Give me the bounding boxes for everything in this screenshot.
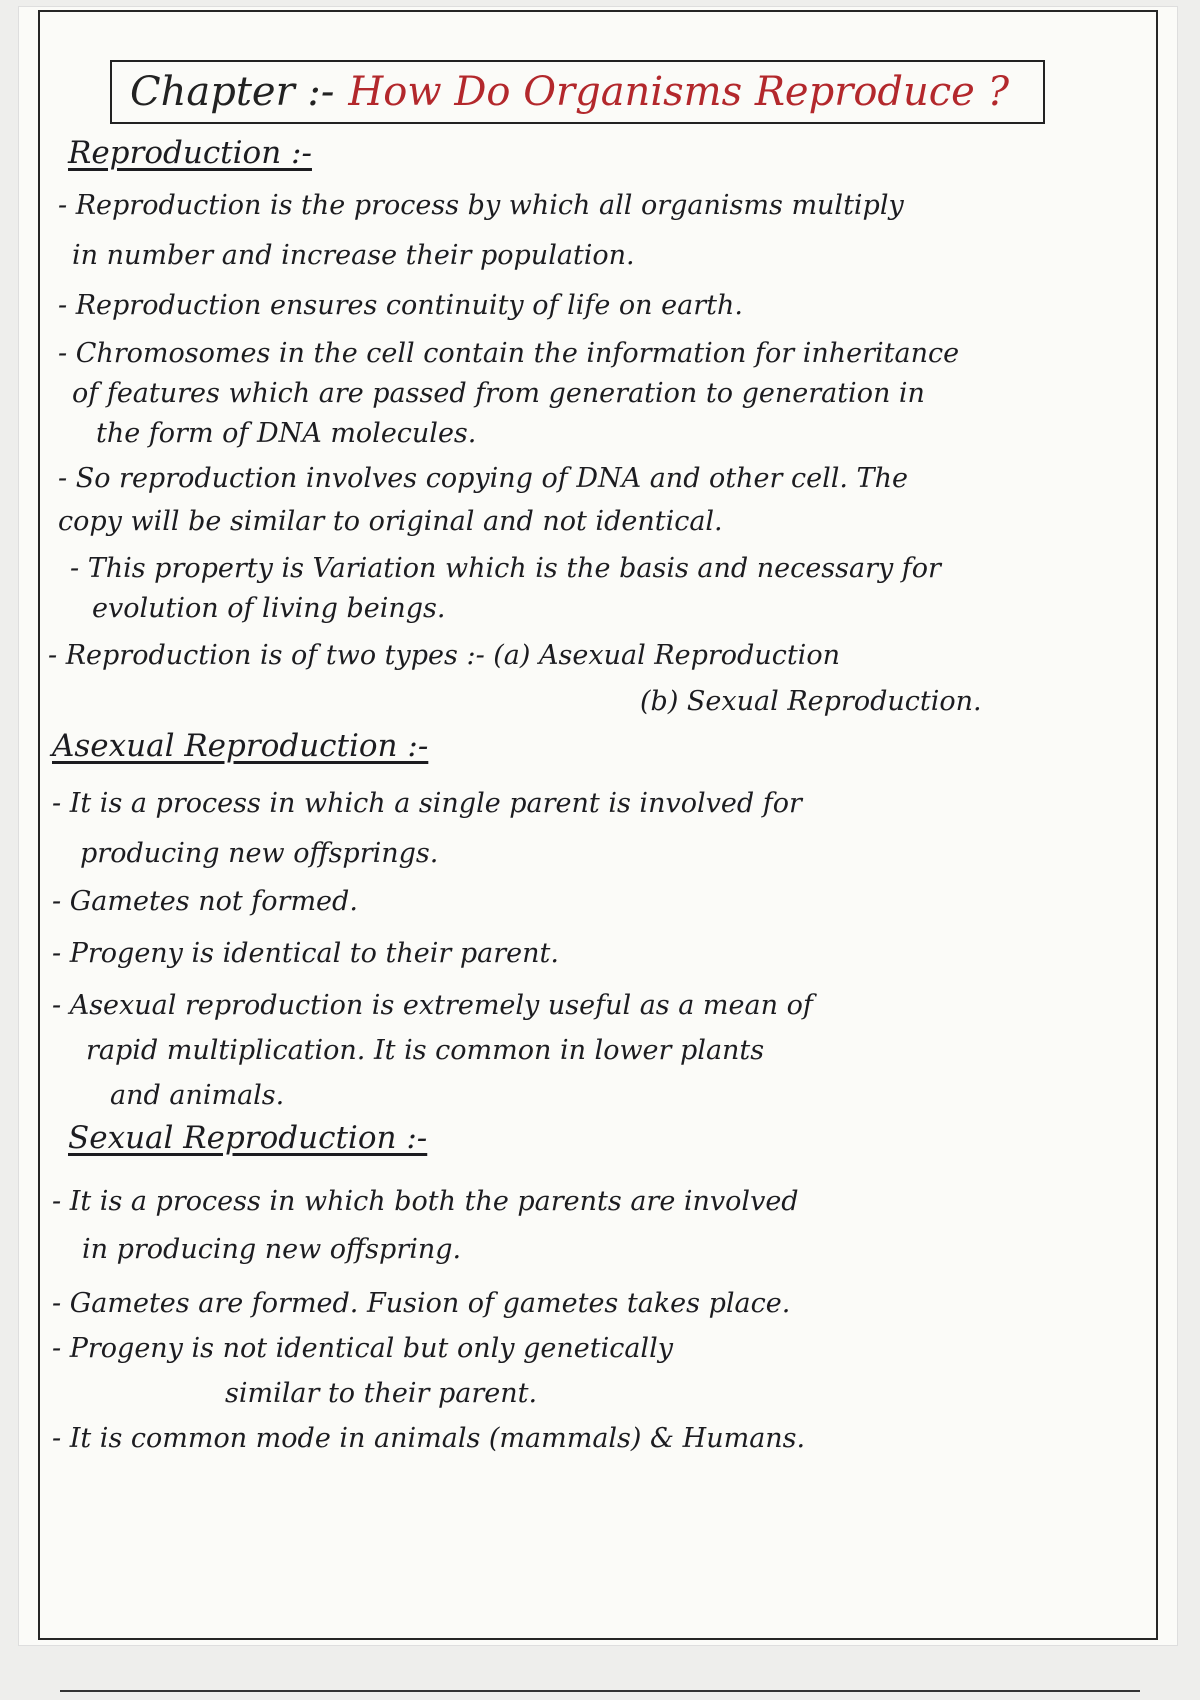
text-line: of features which are passed from generation to generation in xyxy=(72,378,925,409)
text-line: - Gametes not formed. xyxy=(52,886,358,917)
text-line: evolution of living beings. xyxy=(92,593,446,624)
text-line: - It is a process in which both the parents are involved xyxy=(52,1186,799,1217)
text-line: - Asexual reproduction is extremely useful as a mean of xyxy=(52,990,813,1021)
text-line: - Progeny is identical to their parent. xyxy=(52,938,559,969)
text-line: producing new offsprings. xyxy=(80,838,439,869)
text-line: in producing new offspring. xyxy=(82,1234,462,1265)
bottom-rule xyxy=(60,1690,1140,1692)
text-line: - So reproduction involves copying of DNA and other cell. The xyxy=(58,463,908,494)
text-line: - It is a process in which a single parent is involved for xyxy=(52,788,802,819)
chapter-title-box xyxy=(110,60,1045,124)
text-line: - Reproduction is of two types :- (a) Asexual Reproduction xyxy=(48,640,840,671)
text-line: and animals. xyxy=(110,1080,285,1111)
text-line: - Chromosomes in the cell contain the information for inheritance xyxy=(58,338,960,369)
heading-asexual-reproduction: Asexual Reproduction :- xyxy=(52,728,429,764)
text-line: - Progeny is not identical but only genetically xyxy=(52,1333,673,1364)
text-line: similar to their parent. xyxy=(225,1378,538,1409)
chapter-title: How Do Organisms Reproduce ? xyxy=(348,69,1010,115)
text-line: in number and increase their population. xyxy=(72,240,635,271)
heading-reproduction: Reproduction :- xyxy=(68,135,312,171)
text-line: - It is common mode in animals (mammals) & Humans. xyxy=(52,1423,806,1454)
text-line: - Gametes are formed. Fusion of gametes takes place. xyxy=(52,1288,791,1319)
chapter-label: Chapter :- xyxy=(130,69,335,115)
text-line: copy will be similar to original and not identical. xyxy=(58,506,723,537)
text-line: - Reproduction is the process by which all organisms multiply xyxy=(58,190,904,221)
text-line: - Reproduction ensures continuity of life on earth. xyxy=(58,290,743,321)
text-line: the form of DNA molecules. xyxy=(96,418,477,449)
text-line: - This property is Variation which is the basis and necessary for xyxy=(70,553,941,584)
text-line: rapid multiplication. It is common in lower plants xyxy=(86,1035,765,1066)
text-line: (b) Sexual Reproduction. xyxy=(640,686,982,717)
heading-sexual-reproduction: Sexual Reproduction :- xyxy=(68,1120,428,1156)
